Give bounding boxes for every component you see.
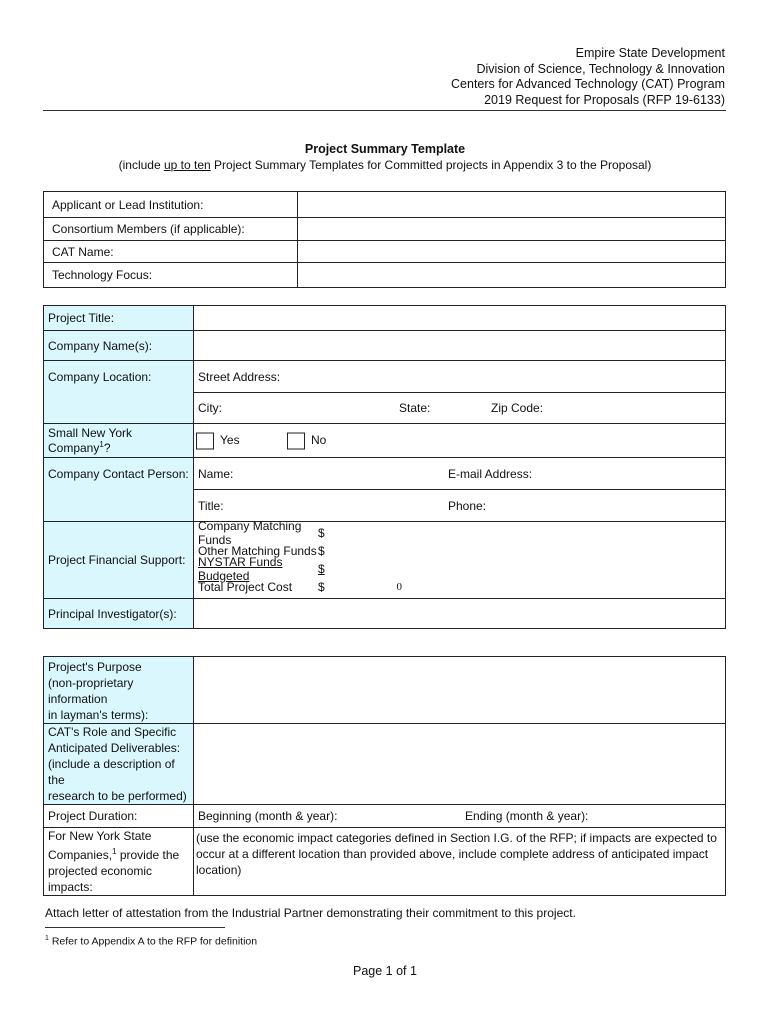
economic-impacts-footnote-mark: 1 xyxy=(112,847,117,856)
contact-title-label: Title: xyxy=(198,498,224,513)
matching-funds-dollar: $ xyxy=(318,526,325,540)
no-checkbox[interactable] xyxy=(287,432,305,449)
technology-focus-label: Technology Focus: xyxy=(44,263,298,288)
matching-funds-label: Company Matching Funds xyxy=(198,519,302,547)
total-cost-label: Total Project Cost xyxy=(198,580,293,594)
technology-focus-field[interactable] xyxy=(298,263,726,288)
nystar-funds-dollar: $ xyxy=(318,562,325,576)
cat-role-line: (include a description of the xyxy=(48,757,175,787)
street-address-label: Street Address: xyxy=(198,369,281,384)
matching-funds-row xyxy=(198,519,721,547)
project-duration-label: Project Duration: xyxy=(44,805,194,828)
principal-investigator-field[interactable] xyxy=(194,599,726,629)
small-company-options xyxy=(194,424,726,458)
project-table xyxy=(43,305,726,629)
project-title-label: Project Title: xyxy=(44,306,194,331)
ending-label: Ending (month & year): xyxy=(465,809,589,823)
economic-impacts-line: For New York State xyxy=(48,829,152,843)
financial-support-field xyxy=(194,519,726,599)
project-purpose-field[interactable] xyxy=(194,657,726,724)
subtitle-pre: (include xyxy=(118,158,164,172)
company-names-field[interactable] xyxy=(194,331,726,361)
cat-name-field[interactable] xyxy=(298,241,726,263)
city-state-zip-field[interactable] xyxy=(194,393,726,424)
header-divider xyxy=(43,110,726,111)
contact-name-email-field[interactable] xyxy=(194,458,726,490)
project-purpose-label xyxy=(44,657,194,724)
small-company-text: Small New York Company xyxy=(48,426,133,455)
economic-impacts-line xyxy=(48,844,189,863)
header-line-program: Centers for Advanced Technology (CAT) Program xyxy=(451,77,725,91)
total-cost-value: 0 xyxy=(396,581,402,593)
contact-title-phone-field[interactable] xyxy=(194,490,726,522)
applicant-table xyxy=(43,191,726,288)
contact-name-label: Name: xyxy=(198,466,234,481)
cat-role-line: Anticipated Deliverables: xyxy=(48,741,181,755)
small-company-footnote-mark: 1 xyxy=(99,440,104,449)
cat-role-label xyxy=(44,724,194,805)
economic-impacts-line: projected economic impacts: xyxy=(48,864,153,894)
cat-name-label: CAT Name: xyxy=(44,241,298,263)
project-title-field[interactable] xyxy=(194,306,726,331)
project-duration-field[interactable] xyxy=(194,805,726,828)
matching-funds-input[interactable] xyxy=(328,525,408,541)
attestation-note: Attach letter of attestation from the Industrial Partner demonstrating their commitment to this project. xyxy=(45,906,576,920)
state-label: State: xyxy=(399,401,431,415)
no-option[interactable] xyxy=(287,432,326,449)
beginning-label: Beginning (month & year): xyxy=(198,809,338,823)
document-header xyxy=(451,46,725,108)
other-funds-dollar: $ xyxy=(318,544,325,558)
company-names-label: Company Name(s): xyxy=(44,331,194,361)
economic-impacts-field[interactable] xyxy=(194,828,726,896)
zip-label: Zip Code: xyxy=(491,401,544,415)
economic-impacts-text: Companies, xyxy=(48,848,113,862)
page-number: Page 1 of 1 xyxy=(353,964,417,978)
small-company-label xyxy=(44,424,194,458)
contact-person-label: Company Contact Person: xyxy=(44,458,194,522)
footnote-mark: 1 xyxy=(45,935,49,942)
applicant-field[interactable] xyxy=(298,192,726,218)
header-line-rfp: 2019 Request for Proposals (RFP 19-6133) xyxy=(484,92,725,107)
phone-label: Phone: xyxy=(448,498,487,513)
subtitle-post: Project Summary Templates for Committed projects in Appendix 3 to the Proposal) xyxy=(210,158,652,172)
subtitle-underlined: up to ten xyxy=(163,158,211,172)
yes-option[interactable] xyxy=(196,432,240,449)
consortium-field[interactable] xyxy=(298,218,726,241)
economic-impacts-text: provide the xyxy=(116,848,180,862)
nystar-funds-label: NYSTAR Funds Budgeted xyxy=(198,555,283,583)
project-purpose-line: (non-proprietary information xyxy=(48,676,134,706)
project-purpose-line: Project's Purpose xyxy=(48,660,142,674)
cat-role-field[interactable] xyxy=(194,724,726,805)
cat-role-line: research to be performed) xyxy=(48,789,187,803)
other-funds-label: Other Matching Funds xyxy=(198,544,317,558)
footnote xyxy=(45,935,257,948)
financial-support-label: Project Financial Support: xyxy=(44,522,194,599)
total-cost-dollar: $ xyxy=(318,580,325,594)
email-label: E-mail Address: xyxy=(448,466,533,481)
total-cost-row xyxy=(198,578,721,596)
other-funds-input[interactable] xyxy=(328,543,408,559)
header-line-division: Division of Science, Technology & Innovation xyxy=(476,61,725,76)
footnote-text: Refer to Appendix A to the RFP for definition xyxy=(48,935,258,948)
consortium-label: Consortium Members (if applicable): xyxy=(44,218,298,241)
footnote-divider xyxy=(45,927,225,928)
no-label: No xyxy=(311,432,327,447)
small-company-qmark: ? xyxy=(103,441,111,455)
street-address-field[interactable] xyxy=(194,361,726,393)
page-subtitle xyxy=(0,158,770,172)
principal-investigator-label: Principal Investigator(s): xyxy=(44,599,194,629)
header-line-organization: Empire State Development xyxy=(575,46,725,60)
yes-checkbox[interactable] xyxy=(196,432,214,449)
city-label: City: xyxy=(198,401,222,415)
project-purpose-line: in layman's terms): xyxy=(48,708,149,722)
purpose-table xyxy=(43,656,726,896)
company-location-label: Company Location: xyxy=(44,361,194,424)
cat-role-line: CAT's Role and Specific xyxy=(48,725,177,739)
nystar-funds-input[interactable] xyxy=(328,561,408,577)
yes-label: Yes xyxy=(220,432,240,447)
nystar-funds-row xyxy=(198,555,721,583)
economic-impacts-label xyxy=(44,828,194,896)
page-title: Project Summary Template xyxy=(304,142,466,156)
applicant-label: Applicant or Lead Institution: xyxy=(44,192,298,218)
economic-impacts-instructions: (use the economic impact categories defined in Section I.G. of the RFP; if impacts are expected to occur at a different location than provided above, include complete address of anticipated impact location) xyxy=(196,831,717,877)
